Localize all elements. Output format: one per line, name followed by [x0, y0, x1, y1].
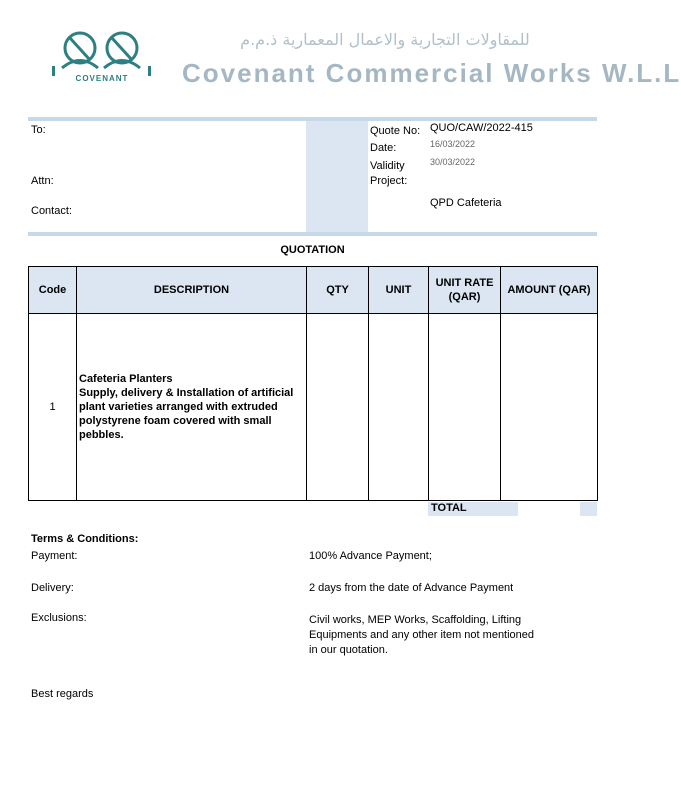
item-description: Cafeteria Planters Supply, delivery & Installation of artificial plant varieties arranged with extruded polystyrene foam covered with small pebbles.: [79, 373, 294, 441]
col-header-amount: AMOUNT (QAR): [501, 267, 598, 314]
validity-label: Validity: [370, 160, 405, 172]
info-divider-block: [306, 121, 368, 232]
validity-value: 30/03/2022: [430, 157, 476, 167]
cell-unit: [369, 314, 429, 501]
table-header-row: [29, 267, 598, 314]
delivery-label: Delivery:: [31, 582, 74, 594]
exclusions-label: Exclusions:: [31, 612, 87, 624]
quotation-table: [28, 266, 598, 501]
col-header-unit-rate: UNIT RATE (QAR): [429, 267, 501, 314]
total-value-cell: [580, 502, 597, 516]
to-label: To:: [31, 124, 46, 136]
col-header-qty: QTY: [307, 267, 369, 314]
table-row: [29, 314, 598, 501]
total-label: TOTAL: [431, 502, 467, 514]
col-header-description: DESCRIPTION: [77, 267, 307, 314]
info-separator: [28, 232, 597, 236]
terms-heading: Terms & Conditions:: [31, 533, 139, 545]
attn-label: Attn:: [31, 175, 54, 187]
quote-no-value: QUO/CAW/2022-415: [430, 122, 533, 134]
company-logo: [50, 28, 155, 88]
company-name-arabic: للمقاولات التجارية والاعمال المعمارية ذ.م.م: [240, 30, 530, 49]
cell-unit-rate: [429, 314, 501, 501]
col-header-unit: UNIT: [369, 267, 429, 314]
payment-label: Payment:: [31, 550, 78, 562]
project-label: Project:: [370, 175, 408, 187]
company-name: Covenant Commercial Works W.L.L: [182, 58, 681, 88]
cell-description: [77, 314, 307, 501]
col-header-code: Code: [29, 267, 77, 314]
cell-code: 1: [29, 314, 77, 501]
cell-qty: [307, 314, 369, 501]
cell-amount: [501, 314, 598, 501]
date-value: 16/03/2022: [430, 139, 476, 149]
project-value: QPD Cafeteria: [430, 197, 502, 209]
logo-label: COVENANT: [75, 74, 129, 83]
quote-no-label: Quote No:: [370, 125, 421, 137]
document-title: QUOTATION: [280, 244, 345, 256]
closing-text: Best regards: [31, 688, 94, 700]
exclusions-value: Civil works, MEP Works, Scaffolding, Lifting Equipments and any other item not mentioned in our quotation.: [309, 614, 535, 656]
contact-label: Contact:: [31, 205, 72, 217]
delivery-value: 2 days from the date of Advance Payment: [309, 582, 514, 594]
date-label: Date:: [370, 142, 397, 154]
payment-value: 100% Advance Payment;: [309, 550, 432, 562]
